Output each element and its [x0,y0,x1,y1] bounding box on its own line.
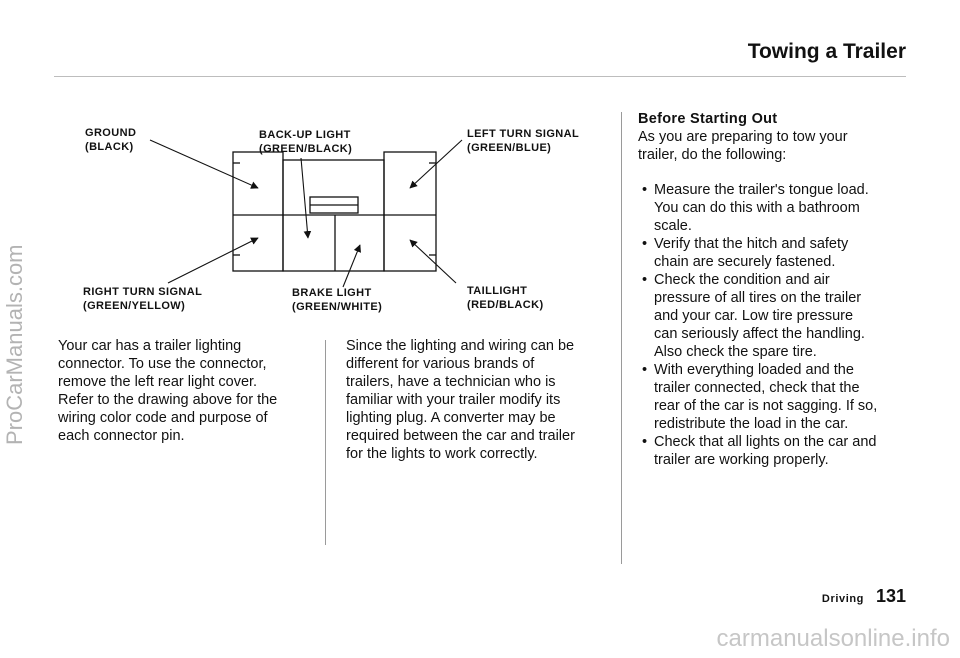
connector-body [233,152,436,271]
label-right-turn-signal: RIGHT TURN SIGNAL (GREEN/YELLOW) [83,286,203,312]
column-divider [325,340,326,545]
list-item: • Verify that the hitch and safety chain are securely fastened. [642,236,849,270]
connector-center-tab [310,197,358,213]
right-turn-leader [168,238,258,283]
connector-intro-paragraph: Your car has a trailer lighting connector. To use the connector, remove the left rear light cover. Refer to the drawing above for the wiring color code and purpose of each connector pin. [58,338,278,444]
label-ground: GROUND (BLACK) [85,127,137,153]
pin-leader-lines [150,140,462,287]
label-left-turn-signal: LEFT TURN SIGNAL (GREEN/BLUE) [467,128,580,154]
wiring-note-paragraph: Since the lighting and wiring can be different for various brands of trailers, have a technician who is familiar with your trailer modify its lighting plug. A converter may be required between the car and trailer for the lights to work correctly. [346,338,575,462]
page-title: Towing a Trailer [747,40,906,63]
list-item: • Measure the trailer's tongue load. You can do this with a bathroom scale. [642,182,869,234]
bullet-icon: • [642,236,648,252]
footer-section-name: Driving [821,593,864,605]
ground-leader [150,140,258,188]
left-turn-leader [410,140,462,188]
connector-left-block [233,152,283,271]
column-divider [621,112,622,564]
backup-leader [301,158,308,238]
title-divider [54,76,906,77]
section-heading: Before Starting Out [638,111,778,127]
page-number: 131 [875,586,906,606]
list-item: • Check the condition and air pressure of all tires on the trailer and your car. Low tire pressure can seriously affect the handling. Also check the spare tire. [642,272,865,360]
connector-middle-block [283,160,384,271]
taillight-leader [410,240,456,283]
checklist [642,181,917,469]
brake-leader [343,245,360,287]
bullet-icon: • [642,362,648,378]
label-taillight: TAILLIGHT (RED/BLACK) [467,285,544,311]
label-brake-light: BRAKE LIGHT (GREEN/WHITE) [292,287,383,313]
section-intro: As you are preparing to tow your trailer, do the following: [638,129,848,163]
bullet-icon: • [642,272,648,288]
list-item: • With everything loaded and the trailer connected, check that the rear of the car is not sagging. If so, redistribute the load in the car. [642,362,878,432]
connector-right-block [384,152,436,271]
watermark-left: ProCarManuals.com [2,244,27,445]
label-backup-light: BACK-UP LIGHT (GREEN/BLACK) [259,129,353,155]
bullet-icon: • [642,434,648,450]
watermark-bottom: carmanualsonline.info [716,625,950,652]
list-item: • Check that all lights on the car and trailer are working properly. [642,434,877,468]
bullet-icon: • [642,182,648,198]
